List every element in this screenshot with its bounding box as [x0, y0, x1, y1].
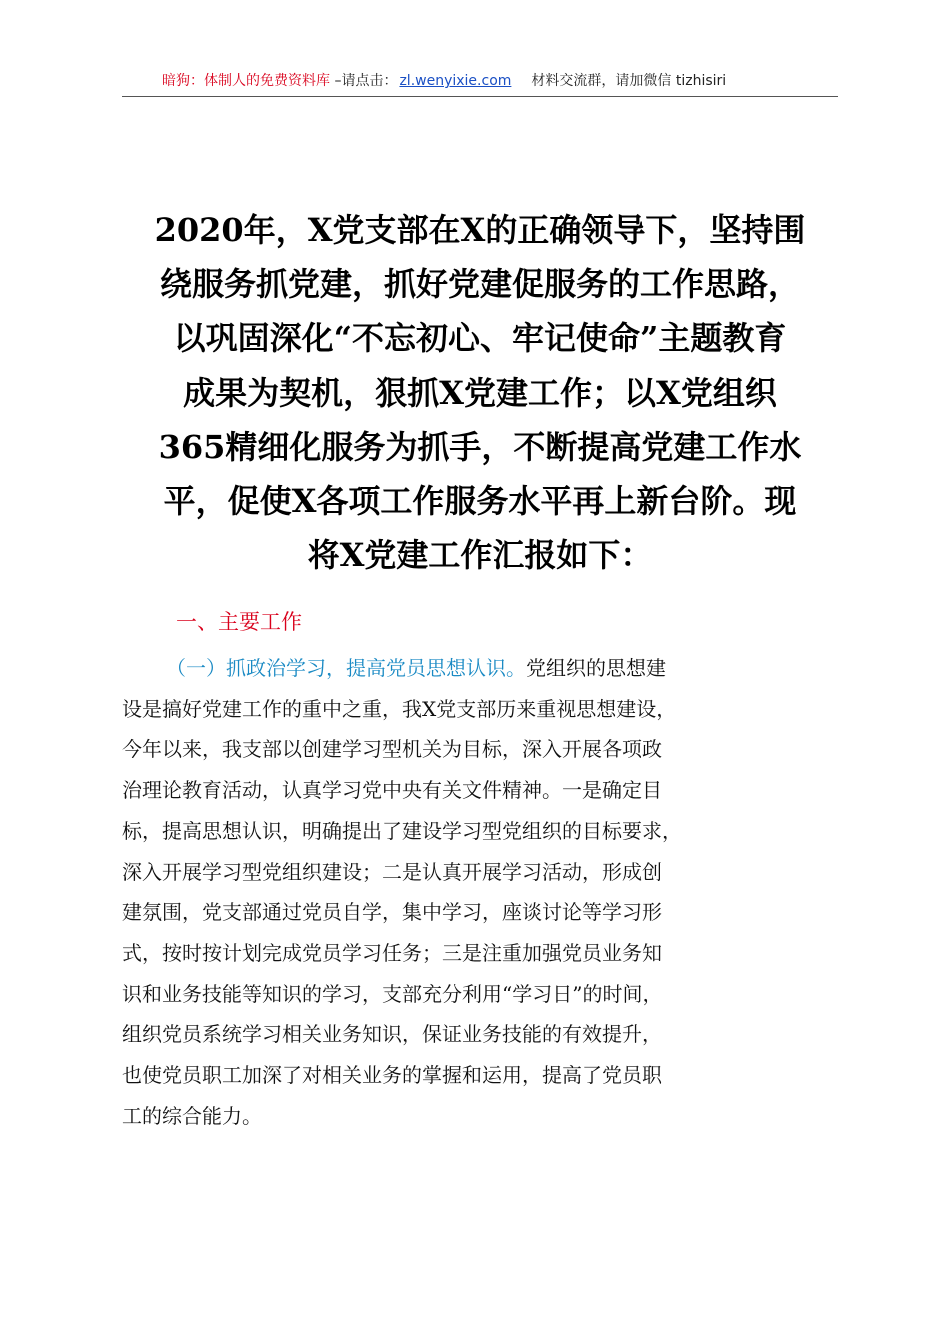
header-divider: [122, 96, 838, 97]
body-first-line: [122, 648, 842, 689]
body-line: 今年以来，我支部以创建学习型机关为目标，深入开展各项政: [122, 737, 662, 762]
subsection-heading: （一）抓政治学习，提高党员思想认识。: [166, 656, 526, 680]
body-line: 组织党员系统学习相关业务知识，保证业务技能的有效提升，: [122, 1022, 662, 1047]
body-line: 标，提高思想认识，明确提出了建设学习型党组织的目标要求，: [122, 818, 682, 843]
document-title: [110, 203, 850, 582]
header-link[interactable]: zl.wenyixie.com: [399, 73, 512, 89]
title-line: 将X党建工作汇报如下：: [307, 536, 653, 575]
body-text: 党组织的思想建: [526, 656, 666, 680]
body-line: 识和业务技能等知识的学习，支部充分利用“学习日”的时间，: [122, 981, 663, 1006]
body-line: 建氛围，党支部通过党员自学，集中学习，座谈讨论等学习形: [122, 900, 662, 925]
title-line: 绕服务抓党建，抓好党建促服务的工作思路，: [159, 265, 800, 304]
body-line: 工的综合能力。: [122, 1103, 262, 1128]
header-site-name: 暗狗：体制人的免费资料库: [162, 73, 330, 89]
section-heading: 一、主要工作: [176, 610, 302, 634]
title-line: 成果为契机，狠抓X党建工作；以X党组织: [183, 373, 777, 412]
page-header: [122, 68, 838, 94]
title-line: 2020年，X党支部在X的正确领导下，坚持围: [154, 211, 806, 249]
title-line: 以巩固深化“不忘初心、牢记使命”主题教育: [173, 319, 787, 358]
body-line: 设是搞好党建工作的重中之重，我X党支部历来重视思想建设，: [122, 696, 677, 721]
body-line: 式，按时按计划完成党员学习任务；三是注重加强党员业务知: [122, 940, 662, 965]
title-line: 平，促使X各项工作服务水平再上新台阶。现: [163, 482, 797, 521]
header-contact: 材料交流群，请加微信 tizhisiri: [531, 73, 727, 89]
body-paragraph: [122, 648, 842, 1136]
body-line: 深入开展学习型党组织建设；二是认真开展学习活动，形成创: [122, 859, 662, 884]
body-line: 治理论教育活动，认真学习党中央有关文件精神。一是确定目: [122, 778, 662, 803]
body-line: 也使党员职工加深了对相关业务的掌握和运用，提高了党员职: [122, 1063, 662, 1088]
header-prompt: –请点击：: [330, 73, 398, 89]
title-line: 365精细化服务为抓手，不断提高党建工作水: [158, 427, 802, 466]
